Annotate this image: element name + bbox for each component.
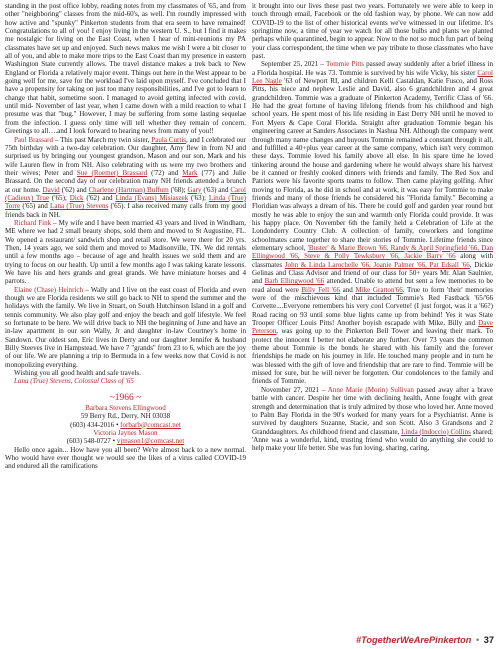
- elaine-heinrich-entry: [5, 286, 246, 369]
- entry-text: ('65);: [49, 193, 70, 202]
- correspondent-name: Barbara Stevens Ellingwood: [85, 403, 166, 412]
- entry-text: shared; 'Anne was a wonderful, kind, trusting friend who would do anything she could to help make your life better. She was fun loving, sharing, caring,: [252, 427, 493, 453]
- entry-text: , was going up to the Pinkerton Bell Tower and leaving their mark. To protect the innocent I better not elaborate any further. Over 73 years the common theme about Tommie is the bonds he shared with his family and the forever friendships he made on his journey in life. He touched many people and in turn he was blessed with the gift of love and friendship that are rare to find. Tommie will be missed for sure, but he will never be forgotten. Our condolences to the family and friends of Tommie.: [252, 327, 493, 386]
- entry-text: , and I celebrated our 75th birthday with a two-day celebration. Our daughter, Amy flew in from NJ and surprised us by bringing our youngest grandson, Mason and our son, Mark and his wife Lauren flew in from NH. Also celebrating with us were my two brothers and their wives; Peter and: [5, 135, 247, 177]
- left-column: [5, 2, 246, 471]
- obituary-date: September 25, 2021 –: [261, 60, 326, 69]
- classmate-link[interactable]: 'Buster' & Marie Brown '66, Randy & April Springfield '66, Dan Ellingwood '66, Steve & Polly Tewksbury '66, Jackie Barry '66: [252, 243, 493, 261]
- correspondent-name: Victoria Jaynes Mason: [93, 428, 158, 437]
- entry-text: ('63);: [188, 193, 209, 202]
- footer-separator: •: [475, 635, 480, 645]
- classmate-name: Paul Brassard: [14, 135, 54, 144]
- entry-text: attended. Unable to attend but sent a few memories to be read aloud were: [252, 277, 493, 294]
- entry-text: passed away suddenly after a brief illness in a Florida hospital. He was 73. Tommie is survived by his wife Vicky, his sister: [252, 60, 494, 77]
- correspondent-phone: (603) 548-0727 •: [66, 437, 117, 446]
- classmate-link[interactable]: John & Linda Larochelle '66, Joanie Palmer '66, Pat Edsall '66: [284, 260, 470, 269]
- anne-sullivan-obituary: [252, 386, 493, 453]
- entry-text: ('62) and: [59, 185, 89, 194]
- hello-paragraph: Hello once again... How have you all been? We're almost back to a new normal. Who would have ever thought we would see the likes of a virus called COVID-19 and endured all the ramifications: [5, 445, 246, 471]
- classmate-name: Richard Fink: [14, 218, 52, 227]
- entry-text: . True to form 'their' memories were of the mischievous kind that included Tommie's Red Fastback '65/'66 Corvette....Everyone remembers his very cool Corvette! (I just forgot, was it a '66?) Road racing on 93 until some blue lights came up from behind! Yes it was State Trooper Officer Louis Pitts! Another boyish escapade with Mike, Billy and: [252, 285, 494, 328]
- classmate-link[interactable]: Dick: [69, 193, 84, 202]
- correspondent-phone: (603) 434-2016 •: [70, 420, 121, 429]
- signature: Lana (True) Stevens, Colossal Class of '65: [14, 377, 134, 386]
- entry-text: , Dickie Gelinas and Class Advisor and friend of our class for 50+ years Mr. Alan Saulnier, and: [252, 260, 493, 286]
- entry-text: ('72) and: [147, 168, 183, 177]
- entry-text: '63 of Newport RI, and children Kelli Castaldan, Katie Fusco, and Ross Pitts, his niece and nephew Leslie and David, also 6 grandchildren and 4 great grandchildren. Tommie was a graduate of Pinkerton Academy, Terrific Class of '66. He had the great fortune of having lifelong friends from his childhood and high school years. He spent most of his life residing in East Derry NH until he moved to Fort Myers & Cape Coral Florida. Straight after graduation Tommie began his engineering career at Sanders Associates in Nashua NH. Although the company went through many name changes and buyouts Tommie remained a constant through it all, and fulfilled a 40+plus year career at the same company, which isn't very common these days. Tommie loved his family above all else. In his spare time he loved tinkering around the house and gardening where he would always share his harvest be it canned or freshly cooked dinners with friends and family. The Red Sox and Patriots were his favorite sports teams to follow. Then came playing golfing. After moving to Florida, as he did in school and at work, it was easy for Tommie to make friends and many of those friends he considered his "Florida family." Becoming a Floridian was always a dream of his. There he could golf and garden year round but mostly he was able to enjoy the sun and warmth only Florida could provide. It was his happy place. On November 6th the family held a Celebration of Life at the Londonderry Country Club. A collection of family, coworkers and longtime schoolmates came together to share their stories of Tommie. Lifetime friends since elementary school,: [252, 77, 493, 252]
- class-year-heading: ~1966 ~: [109, 392, 142, 403]
- email-link[interactable]: vjmason1@comcast.net: [116, 437, 185, 446]
- classmate-link[interactable]: Sue (Roemer) Brassard: [76, 168, 148, 177]
- contact-block: [5, 404, 246, 446]
- richard-fink-entry: [5, 219, 246, 286]
- entry-text: ('65) and: [20, 202, 51, 211]
- classmate-link[interactable]: Linda (Indoccio) Collins: [401, 427, 471, 436]
- classmate-link[interactable]: Linda (True) Torre: [5, 193, 246, 211]
- classmate-link[interactable]: Charlene (Hartman) Buffum: [88, 185, 169, 194]
- classmate-link[interactable]: Barb Ellingwood '66: [264, 277, 325, 286]
- entry-text: – My wife and I have been married 43 years and lived in Windham, ME where we had 2 small beauty shops, sold them and moved to St Augustine, FL. We opened a restaurant/ sandwich shop and retail store. We were there for 20 yrs. Then, 14 years ago, we sold them and moved to Madisonville, TN. We did rentals until a few months ago – because of age and health issues we sold them and are trying to focus on our health. Up until a few months ago I was taking karate lessons. We have his and hers grands and great grands. We have miniature horses and 4 parrots.: [5, 218, 246, 286]
- entry-text: along with classmates: [252, 252, 493, 269]
- entry-text: – Wally and I live on the east coast of Florida and even though we are Florida residents we still go back to NH to spend the summer and the holidays with the family. We live in Stuart, on South Hutchinson Island in a golf and tennis community. We also play golf and enjoy the beach and golf lifestyle. We feel so fortunate to be here. We will drive back to NH the beginning of June and have an in-law apartment in our son Wally, Jr and daughter in-law Courtney's home in Sandown. Our oldest son, Eric lives in Derry and our daughter Jennifer & husband Billy Steeves live in Hampstead. We have 7 "grands" from 23 to 6, which are the joy of our life. We are planning a trip to Bermuda in a few weeks now that Covid is not monopolizing everything.: [5, 285, 247, 369]
- classmate-link[interactable]: Paula Curtis: [151, 135, 187, 144]
- hashtag: #TogetherWeArePinkerton: [356, 635, 472, 645]
- entry-text: and: [340, 285, 356, 294]
- classmate-link[interactable]: Linda (Evans) Misiaszek: [115, 193, 189, 202]
- page-footer: [356, 635, 494, 645]
- classmate-name: Elaine (Chase) Heinrich: [14, 285, 84, 294]
- right-column: [252, 2, 493, 453]
- obituary-date: November 27, 2021 –: [261, 385, 328, 394]
- paul-brassard-entry: [5, 136, 246, 219]
- classmate-name: Tommie Pitts: [325, 60, 365, 69]
- page-number: 37: [483, 635, 494, 645]
- classmate-link[interactable]: Mark: [182, 168, 198, 177]
- correspondent-address: 59 Berry Rd., Derry, NH 03038: [80, 412, 171, 421]
- entry-text: ('68);: [168, 185, 188, 194]
- classmate-link[interactable]: David: [42, 185, 60, 194]
- classmate-link[interactable]: Gary: [187, 185, 202, 194]
- entry-text: ('77) and Julie Brassard. On the second day of our celebration many NH friends attended a brunch at our home.: [5, 168, 246, 194]
- continued-paragraph: it brought into our lives these past two years. Fortunately we were able to keep in touch through email, Facebook or the old fashion way, by phone. We can now add COVID-19 to the list of other historical events we've witnessed in our lifetime. It's springtime now, a time of year we watch for all those bulbs and plants we planted perhaps while quarantined, begin to appear. Now to the not so much fun part of being your class correspondent, the time when we pay tribute to those classmates who have past.: [252, 2, 493, 61]
- email-link[interactable]: forbarb@comcast.net: [120, 420, 181, 429]
- classmate-link[interactable]: Mike Gratton'66: [355, 285, 403, 294]
- entry-text: passed away after a brave battle with cancer. Despite her time with declining health, Anne fought with great strength and determination that is truly admired by those who loved her. Anne moved to Palm Bay Florida in the 90's worked for many years for a Psychiatrist. Anne is survived by daughters Suzanne, Stacie, and son Scott. Also 3 Grandsons and 2 Granddaughters. As childhood friend and classmate,: [252, 385, 493, 436]
- entry-text: ('65). I also received many calls from my good friends back in NH.: [5, 202, 246, 219]
- classmate-link[interactable]: Lana (True) Stevens: [50, 202, 109, 211]
- classmate-link[interactable]: Carol Lee Nagle: [252, 68, 493, 86]
- classmate-link[interactable]: Dave Peterson: [252, 319, 493, 336]
- intro-paragraph: standing in the post office lobby, reading notes from my classmates of '65, and from other "neighboring" classes from the mid-60's, as well. I'm roundly impressed with how active and "spunky" Pinkerton students from that era seem to have remained! Congratulations to all of you! I enjoy living in the western U. S., but I find it makes me nostalgic for living on the East Coast, when I hear of mini-reunions my PA classmates have set up and enjoyed. Such news makes me wish I were a bit closer to all of you, and able to make more trips to the East Coast than my presence in eastern Washington State currently allows. The travel distance makes a trek back to New England or Florida a relatively major event. Things out here in the West appear to be going well for me, save for the workload I've laid upon myself. I've concluded that I have a propensity for taking on just too many responsibilities, and I've got to learn to change that habit, sometime soon. I managed to avoid getting infected with covid, until mid- November of last year, when I came down with a mild reaction to what I presume was that "bug." However, I may be suffering from some lasting sequelae from the infection. I guess only time will tell whether they remain of concern. Greetings to all….and I look forward to hearing news from many of you!!: [5, 2, 246, 136]
- entry-text: – This past March my twin sister,: [53, 135, 152, 144]
- entry-text: ('63) and: [201, 185, 231, 194]
- tommie-pitts-obituary: [252, 60, 493, 385]
- classmate-name: Anne Marie (Morin) Sullivan: [327, 385, 414, 394]
- classmate-link[interactable]: Carol (Cadieux) True: [5, 185, 246, 202]
- classmate-link[interactable]: Billy Fell '66: [301, 285, 340, 294]
- entry-text: ('62) and: [83, 193, 116, 202]
- closing-line: Wishing you all good health and safe travels.: [14, 369, 141, 378]
